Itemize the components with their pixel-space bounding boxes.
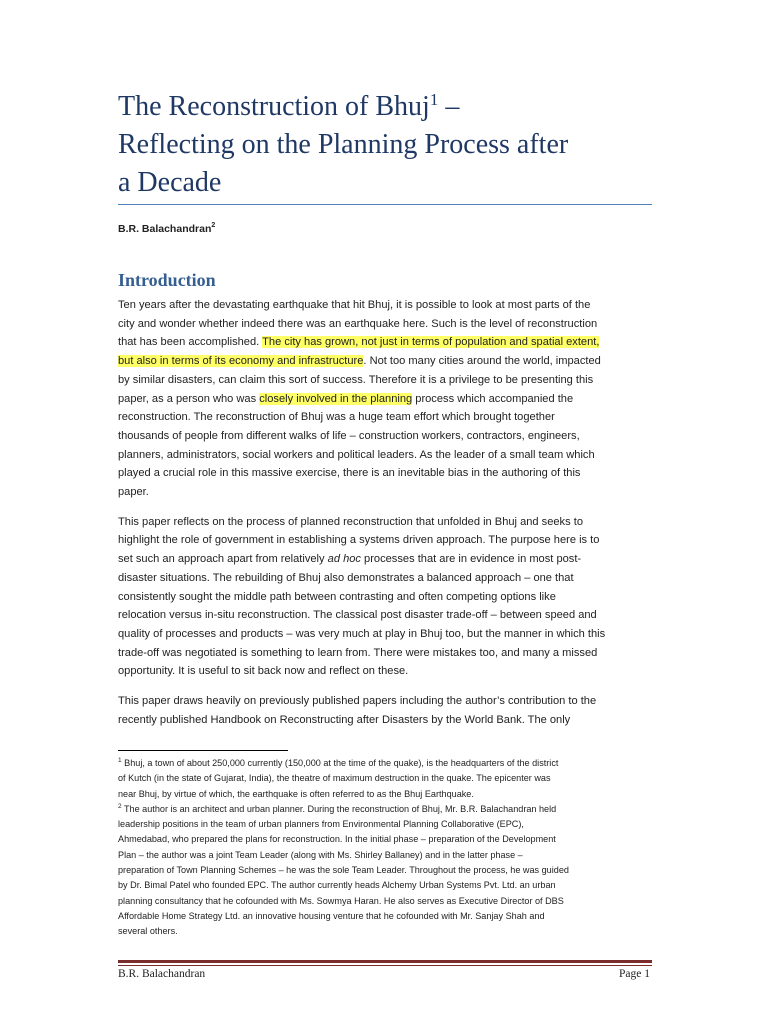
footnote-text-line: Ahmedabad, who prepared the plans for reconstruction. In the initial phase – preparation of the Development — [118, 834, 556, 845]
text-line: Ten years after the devastating earthquake that hit Bhuj, it is possible to look at most parts of the — [118, 299, 591, 311]
body-text — [118, 296, 646, 740]
author-name: B.R. Balachandran — [118, 223, 212, 235]
text-line: recently published Handbook on Reconstructing after Disasters by the World Bank. The only — [118, 713, 571, 726]
footnotes — [118, 756, 652, 940]
text-line: city and wonder whether indeed there was an earthquake here. Such is the level of reconstruction — [118, 317, 598, 330]
footer-rule-thick — [118, 960, 652, 963]
title-divider — [118, 204, 652, 205]
highlighted-text: The city has grown, not just in terms of population and spatial extent, — [262, 336, 600, 349]
footnote-marker: 1 — [118, 757, 122, 764]
footnote-separator — [118, 750, 288, 751]
paragraph-3 — [118, 692, 646, 729]
title-line-2: Reflecting on the Planning Process after — [118, 129, 569, 160]
footer-author: B.R. Balachandran — [118, 968, 206, 980]
footnote-2: $^2$ The author is an architect and urban planner. During the reconstruction of Bhuj, Mr. B.R. Balachandran held — [118, 802, 557, 814]
italic-text: ad hoc — [327, 553, 361, 566]
footnote-text-line: planning consultancy that he cofounded with Ms. Sowmya Haran. He also serves as Executive Director of DBS — [118, 895, 564, 906]
text-line: paper. — [118, 486, 149, 499]
title-footnote-ref[interactable]: 1 — [429, 90, 439, 109]
paragraph-1 — [118, 296, 646, 502]
footnote-text-line: Plan – the author was a joint Team Leader (along with Ms. Shirley Ballaney) and in the latter phase – — [118, 849, 523, 860]
text-run: . Not too many cities around the world, impacted — [363, 355, 601, 368]
author-footnote-ref[interactable]: 2 — [211, 222, 216, 229]
text-run: set such an approach apart from relatively — [118, 553, 328, 566]
footnote-1: $^1$ Bhuj, a town of about 250,000 currently (150,000 at the time of the quake), is the headquarters of the district — [118, 757, 559, 768]
text-line: This paper draws heavily on previously published papers including the author’s contribution to the — [118, 695, 597, 708]
text-line: highlight the role of government in establishing a systems driven approach. The purpose here is to — [118, 534, 600, 547]
text-line: played a crucial role in this massive exercise, there is an inevitable bias in the authoring of this — [118, 467, 581, 480]
text-line: disaster situations. The rebuilding of Bhuj also demonstrates a balanced approach – one that — [118, 571, 574, 584]
footnote-text-line: of Kutch (in the state of Gujarat, India), the theatre of maximum destruction in the quake. The epicenter was — [118, 773, 551, 784]
text-line: trade-off was negotiated is something to learn from. There were mistakes too, and many a missed — [118, 646, 598, 659]
text-run: paper, as a person who was — [118, 392, 260, 405]
footnote-text-line: by Dr. Bimal Patel who founded EPC. The author currently heads Alchemy Urban Systems Pvt. Ltd. an urban — [118, 880, 556, 891]
text-run: process which accompanied the — [412, 392, 574, 405]
footnote-text-line: several others. — [118, 926, 178, 937]
paragraph-2 — [118, 513, 646, 681]
highlighted-text: closely involved in the planning — [259, 392, 413, 405]
footnote-text-line: near Bhuj, by virtue of which, the earthquake is often referred to as the Bhuj Earthquake. — [118, 788, 474, 799]
text-line: reconstruction. The reconstruction of Bhuj was a huge team effort which brought together — [118, 411, 555, 424]
footnote-text-line: preparation of Town Planning Schemes – he was the sole Team Leader. Throughout the process, he was guided — [118, 865, 569, 876]
text-run: that has been accomplished. — [118, 336, 263, 349]
text-line: consistently sought the middle path between contrasting and often competing options like — [118, 590, 556, 603]
text-line: planners, administrators, social workers and political leaders. As the leader of a small team which — [118, 448, 595, 461]
page-number: Page 1 — [619, 968, 650, 980]
text-run: processes that are in evidence in most post- — [360, 553, 582, 566]
section-heading-introduction: Introduction — [118, 270, 216, 290]
footnote-text-line: Affordable Home Strategy Ltd. an innovative housing venture that he cofounded with Mr. Sanjay Shah and — [118, 910, 545, 921]
footer-rule-thin — [118, 965, 652, 966]
text-line: This paper reflects on the process of planned reconstruction that unfolded in Bhuj and seeks to — [118, 515, 583, 528]
highlighted-text: but also in terms of its economy and infrastructure — [118, 355, 364, 368]
text-line: opportunity. It is useful to sit back now and reflect on these. — [118, 665, 409, 678]
paper-title — [118, 88, 678, 202]
title-line-1: The Reconstruction of Bhuj — [118, 91, 430, 122]
text-line: by similar disasters, can claim this sort of success. Therefore it is a privilege to be presenting this — [118, 373, 594, 386]
title-line-1-tail: – — [438, 91, 460, 122]
text-line: relocation versus in-situ reconstruction. The classical post disaster trade-off – between speed and — [118, 609, 597, 622]
author-line — [118, 223, 215, 235]
footnote-marker: 2 — [118, 802, 122, 810]
text-line: thousands of people from different walks of life – construction workers, contractors, engineers, — [118, 429, 580, 442]
text-line: quality of processes and products – was very much at play in Bhuj too, but the manner in which this — [118, 627, 606, 640]
title-line-3: a Decade — [118, 167, 222, 198]
footnote-text-line: leadership positions in the team of urban planners from Environmental Planning Collaborative (EPC), — [118, 819, 524, 830]
